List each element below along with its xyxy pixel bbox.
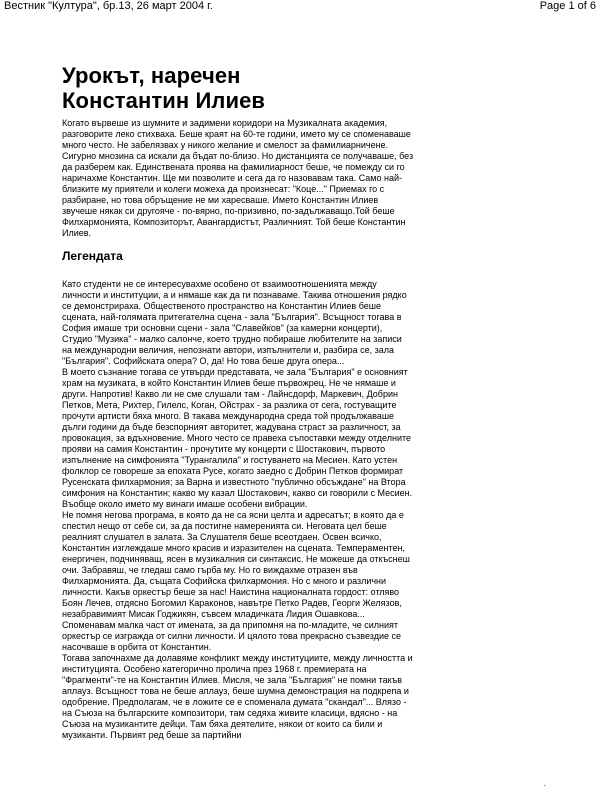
page-header [4, 0, 596, 14]
body-paragraph: Като студенти не се интересувахме особено от взаимоотношенията между личности и институции, а и нямаше как да ги познаваме. Такива отношения рядко се демонстрираха. Общественото пространство на Константин Илиев беше сцената, най-голямата притегателна сцена - зала "България". Всъщност тогава в София имаше три основни сцени - зала "Славейков" (за камерни концерти), Студио "Музика" - малко салонче, което трудно побираше любителите на записи на международни величия, непознати автори, изпълнители и, разбира се, зала "България". Софийската опера? О, да! Но това беше друга опера... [62, 279, 407, 366]
newspaper-source: Вестник "Култура", бр.13, 26 март 2004 г. [4, 0, 213, 12]
body-paragraph: В моето съзнание тогава се утвърди представата, че зала "България" е основният храм на музиката, в който Константин Илиев беше първожрец. Не че нямаше и други. Напротив! Какво ли не сме слушали там - Лайнсдорф, Маркевич, Добрин Петков, Мета, Рихтер, Гилелс, Коган, Ойстрах - за разлика от сега, гостуващите прочути артисти бяха много. В такава международна среда той продължаваше дълги години да бъде безспорният авторитет, жадувана страст за различност, за провокация, за вдъхновение. Много често се правеха съпоставки между отделните прояви на самия Константин - прочутите му концерти с Шостакович, първото изпълнение на симфонията "Турангалила" и гостуването на Месиен. Като устен фолклор се говореше за епохата Русе, когато заедно с Добрин Петков формират Русенската филхармония; за Варна и известното "публично обсъждане" на Втора симфония на Константин; какво му казал Шостакович, какво си говорили с Месиен. Въобще около името му винаги имаше особени вибрации. [62, 367, 413, 509]
article-title [62, 63, 265, 113]
article-body [62, 118, 414, 741]
page-number: Page 1 of 6 [539, 0, 596, 12]
footer-mark: . [543, 779, 546, 788]
intro-paragraph: Когато вървеше из шумните и задимени коридори на Музикалната академия, разговорите леко стихваха. Беше краят на 60-те години, името му се споменаваше много често. Не забелязвах у никого желание и смелост за фамилиарничене. Сигурно мнозина са искали да бъдат по-близо. Но дистанцията се получаваше, без да разберем как. Единствената проява на фамилиарност беше, че помежду си го наричахме Константин. Ще ми позволите и сега да го назовавам така. Само най-близките му приятели и колеги можеха да произнесат: "Коце..." Приемах го с разбиране, но това обръщение не ми харесваше. Името Константин Илиев звучеше някак си другояче - по-вярно, по-призивно, по-задължаващо.Той беше Филхармонията, Композиторът, Авангардистът, Различният. Той беше Константин Илиев. [62, 118, 414, 238]
section-heading-legend: Легендата [62, 249, 123, 263]
body-paragraph: Тогава започнахме да долавяме конфликт между институциите, между личността и институцията. Особено категорично пролича през 1968 г. премиерата на "Фрагменти"-те на Константин Илиев. Мисля, че зала "България" не помни такъв аплауз. Всъщност това не беше аплауз, беше шумна демонстрация на подкрепа и одобрение. Предполагам, че в ложите се е споменала думата "скандал"... Влязо - на Съюза на българските композитори, там седяха живите класици, вдясно - на Съюза на музикантите дейци. Там бяха деятелите, някои от които са били и музиканти. Първият ред беше за партийни [62, 653, 413, 740]
title-line-1: Урокът, наречен [62, 63, 241, 88]
title-line-2: Константин Илиев [62, 88, 266, 113]
body-paragraph: Не помня негова програма, в която да не са ясни целта и адресатът; в която да е спестил нещо от себе си, за да постигне намеренията си. Неговата цел беше реалният слушател в залата. За Слушателя беше всеотдаен. Освен всичко, Константин изглеждаше много красив и изразителен на сцената. Темпераментен, енергичен, подчиняващ, ясен в музикалния си синтаксис. Не можеше да откъснеш очи. Забравяш, че гледаш само гърба му. Но го виждахме отразен във Филхармонията. Да, същата Софийска филхармония. Но с много и различни личности. Какъв оркестър беше за нас! Наистина националната гордост: отляво Боян Лечев, отдясно Богомил Караконов, навътре Петко Радев, Георги Желязов, незабравимият Мисак Годжикян, съвсем младичката Лидия Ошавкова... Споменавам малка част от имената, за да припомня на по-младите, че силният оркестър се изгражда от силни личности. И цялото това прекрасно съзвездие се насочваше в орбита от Константин. [62, 510, 410, 652]
